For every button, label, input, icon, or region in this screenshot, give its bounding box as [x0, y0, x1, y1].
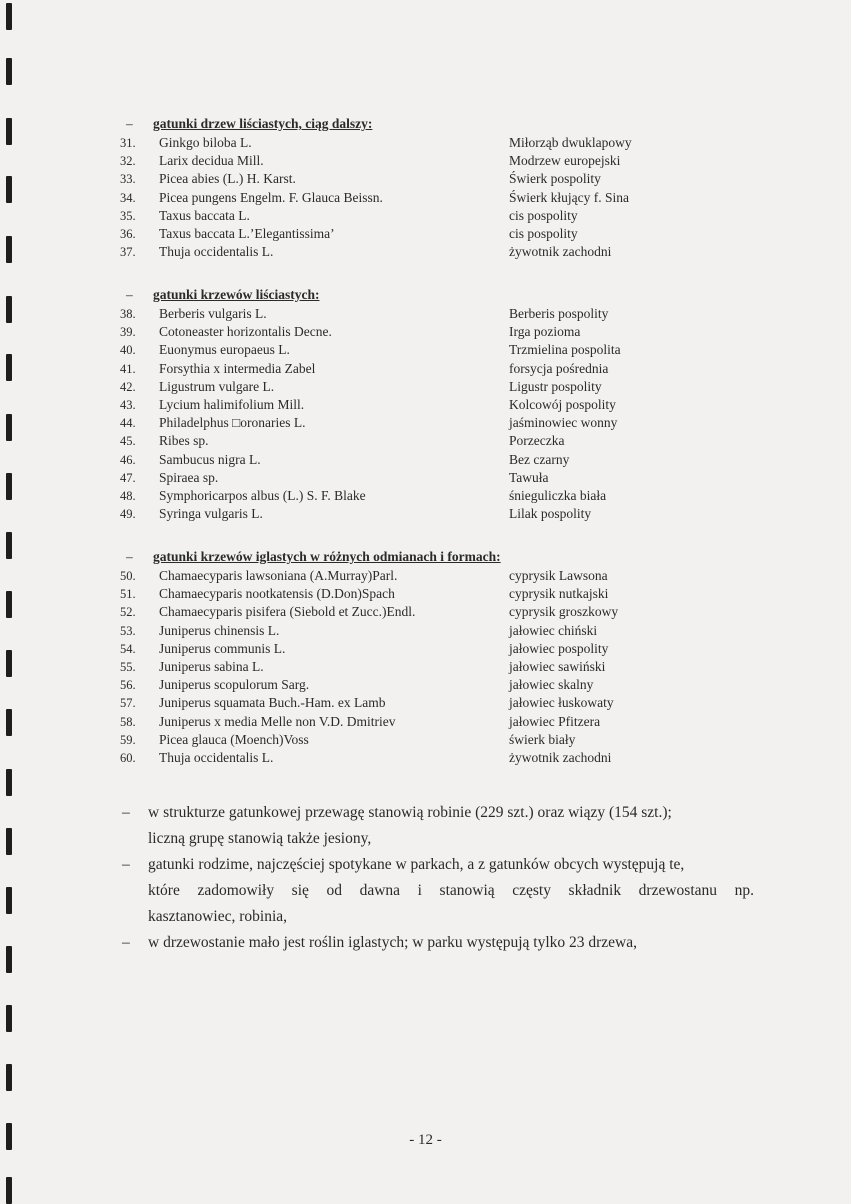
species-number: 41. — [120, 361, 136, 376]
polish-name: świerk biały — [509, 731, 576, 747]
latin-name: Symphoricarpos albus (L.) S. F. Blake — [159, 488, 366, 503]
species-number: 42. — [120, 379, 136, 394]
species-row — [0, 640, 851, 658]
polish-name: śnieguliczka biała — [509, 488, 607, 503]
species-row — [0, 749, 851, 767]
species-row — [0, 658, 851, 676]
species-row — [0, 225, 851, 243]
species-number: 54. — [120, 641, 136, 656]
species-row — [0, 207, 851, 225]
species-number: 43. — [120, 398, 136, 412]
polish-name: Porzeczka — [509, 433, 565, 449]
species-row — [0, 694, 851, 712]
polish-name: Berberis pospolity — [509, 306, 609, 321]
latin-name: Ligustrum vulgare L. — [159, 378, 275, 394]
section-heading — [0, 116, 851, 132]
species-row — [0, 134, 851, 152]
bullet-line: kasztanowiec, robinia, — [148, 908, 288, 925]
species-number: 57. — [120, 696, 136, 711]
bullet-dash: – — [122, 934, 130, 951]
species-row — [0, 567, 851, 585]
polish-name: Kolcowój pospolity — [509, 397, 616, 412]
polish-name: Świerk pospolity — [509, 171, 601, 187]
latin-name: Lycium halimifolium Mill. — [159, 397, 305, 412]
species-row — [0, 713, 851, 731]
binding-hole — [6, 58, 12, 85]
species-number: 38. — [120, 307, 136, 321]
bullet-line: w drzewostanie mało jest roślin iglastych; w parku występują tylko 23 drzewa, — [148, 934, 637, 951]
species-number: 45. — [120, 434, 136, 449]
species-number: 46. — [120, 452, 136, 467]
species-row — [0, 451, 851, 469]
species-row — [0, 414, 851, 432]
polish-name: jałowiec sawiński — [509, 659, 606, 674]
species-number: 49. — [120, 507, 136, 522]
polish-name: żywotnik zachodni — [509, 244, 612, 260]
polish-name: Tawuła — [509, 469, 549, 485]
binding-hole — [6, 828, 12, 855]
section-title: gatunki drzew liściastych, ciąg dalszy: — [153, 116, 373, 131]
latin-name: Ribes sp. — [159, 433, 209, 449]
species-number: 50. — [120, 569, 136, 583]
polish-name: Ligustr pospolity — [509, 378, 602, 394]
bullet-dash: – — [122, 856, 130, 873]
polish-name: Trzmielina pospolita — [509, 342, 621, 358]
species-row — [0, 305, 851, 323]
polish-name: Bez czarny — [509, 451, 570, 467]
species-row — [0, 487, 851, 505]
species-number: 48. — [120, 489, 136, 503]
species-row — [0, 152, 851, 170]
species-number: 35. — [120, 208, 136, 223]
species-number: 36. — [120, 227, 136, 241]
latin-name: Forsythia x intermedia Zabel — [159, 360, 316, 376]
polish-name: jaśminowiec wonny — [509, 415, 618, 431]
bullet-line: w strukturze gatunkowej przewagę stanowią robinie (229 szt.) oraz wiązy (154 szt.); — [148, 804, 672, 821]
species-number: 32. — [120, 154, 136, 169]
species-number: 40. — [120, 343, 136, 358]
polish-name: cis pospolity — [509, 226, 578, 241]
latin-name: Chamaecyparis pisifera (Siebold et Zucc.)Endl. — [159, 604, 416, 620]
polish-name: jałowiec chiński — [509, 622, 598, 638]
latin-name: Syringa vulgaris L. — [159, 506, 263, 522]
binding-hole — [6, 1064, 12, 1091]
species-row — [0, 360, 851, 378]
polish-name: cyprysik Lawsona — [509, 568, 608, 583]
polish-name: forsycja pośrednia — [509, 360, 609, 376]
binding-hole — [6, 3, 12, 30]
latin-name: Chamaecyparis nootkatensis (D.Don)Spach — [159, 586, 395, 602]
species-number: 52. — [120, 605, 136, 620]
species-row — [0, 189, 851, 207]
species-number: 44. — [120, 416, 136, 431]
latin-name: Juniperus squamata Buch.-Ham. ex Lamb — [159, 695, 386, 711]
species-row — [0, 323, 851, 341]
latin-name: Thuja occidentalis L. — [159, 750, 274, 765]
latin-name: Taxus baccata L. — [159, 207, 250, 223]
polish-name: żywotnik zachodni — [509, 750, 612, 765]
species-number: 51. — [120, 587, 136, 602]
species-number: 55. — [120, 660, 136, 674]
polish-name: Modrzew europejski — [509, 153, 621, 169]
bullet-line: gatunki rodzime, najczęściej spotykane w parkach, a z gatunków obcych występują te, — [148, 856, 685, 873]
heading-dash: – — [126, 549, 133, 564]
polish-name: Miłorząb dwuklapowy — [509, 135, 632, 150]
species-row — [0, 622, 851, 640]
species-number: 56. — [120, 678, 136, 693]
section-heading — [0, 549, 851, 565]
species-row — [0, 341, 851, 359]
polish-name: Irga pozioma — [509, 324, 581, 340]
latin-name: Euonymus europaeus L. — [159, 342, 290, 358]
latin-name: Thuja occidentalis L. — [159, 244, 274, 260]
latin-name: Juniperus communis L. — [159, 640, 286, 656]
species-number: 47. — [120, 470, 136, 485]
page-number: - 12 - — [409, 1132, 442, 1148]
latin-name: Juniperus x media Melle non V.D. Dmitriev — [159, 713, 396, 729]
heading-dash: – — [126, 116, 133, 131]
latin-name: Cotoneaster horizontalis Decne. — [159, 324, 332, 340]
section-title: gatunki krzewów iglastych w różnych odmianach i formach: — [153, 549, 501, 564]
species-row — [0, 378, 851, 396]
polish-name: cyprysik nutkajski — [509, 586, 609, 602]
polish-name: cyprysik groszkowy — [509, 604, 619, 620]
species-row — [0, 676, 851, 694]
polish-name: Świerk kłujący f. Sina — [509, 189, 629, 205]
species-row — [0, 432, 851, 450]
latin-name: Berberis vulgaris L. — [159, 306, 267, 321]
species-row — [0, 505, 851, 523]
latin-name: Chamaecyparis lawsoniana (A.Murray)Parl. — [159, 568, 398, 583]
species-row — [0, 170, 851, 188]
polish-name: jałowiec łuskowaty — [509, 695, 614, 711]
species-number: 31. — [120, 136, 136, 150]
latin-name: Ginkgo biloba L. — [159, 135, 252, 150]
species-number: 60. — [120, 751, 136, 765]
species-number: 58. — [120, 714, 136, 729]
heading-dash: – — [126, 287, 133, 302]
polish-name: Lilak pospolity — [509, 506, 592, 522]
polish-name: jałowiec pospolity — [509, 640, 609, 656]
species-number: 37. — [120, 245, 136, 260]
species-number: 33. — [120, 172, 136, 187]
binding-hole — [6, 946, 12, 973]
binding-hole — [6, 887, 12, 914]
latin-name: Larix decidua Mill. — [159, 153, 264, 169]
polish-name: jałowiec skalny — [509, 677, 594, 693]
latin-name: Juniperus chinensis L. — [159, 622, 280, 638]
section-title: gatunki krzewów liściastych: — [153, 287, 320, 302]
species-number: 59. — [120, 732, 136, 747]
latin-name: Picea abies (L.) H. Karst. — [159, 171, 296, 187]
bullet-line: które zadomowiły się od dawna i stanowią częsty składnik drzewostanu np. — [148, 882, 754, 899]
species-row — [0, 469, 851, 487]
latin-name: Philadelphus □oronaries L. — [159, 415, 306, 431]
latin-name: Juniperus scopulorum Sarg. — [159, 677, 310, 693]
bullet-line: liczną grupę stanowią także jesiony, — [148, 830, 372, 847]
polish-name: jałowiec Pfitzera — [509, 713, 601, 729]
species-row — [0, 585, 851, 603]
binding-hole — [6, 1005, 12, 1032]
latin-name: Sambucus nigra L. — [159, 451, 261, 467]
latin-name: Spiraea sp. — [159, 469, 219, 485]
species-row — [0, 396, 851, 414]
latin-name: Picea glauca (Moench)Voss — [159, 731, 309, 747]
latin-name: Juniperus sabina L. — [159, 659, 264, 674]
polish-name: cis pospolity — [509, 207, 578, 223]
species-number: 39. — [120, 325, 136, 340]
species-number: 53. — [120, 623, 136, 638]
binding-hole — [6, 769, 12, 796]
section-heading — [0, 287, 851, 303]
species-row — [0, 731, 851, 749]
bullet-dash: – — [122, 804, 130, 821]
latin-name: Picea pungens Engelm. F. Glauca Beissn. — [159, 189, 383, 205]
species-row — [0, 243, 851, 261]
species-row — [0, 603, 851, 621]
species-number: 34. — [120, 190, 136, 205]
latin-name: Taxus baccata L.’Elegantissima’ — [159, 226, 335, 241]
